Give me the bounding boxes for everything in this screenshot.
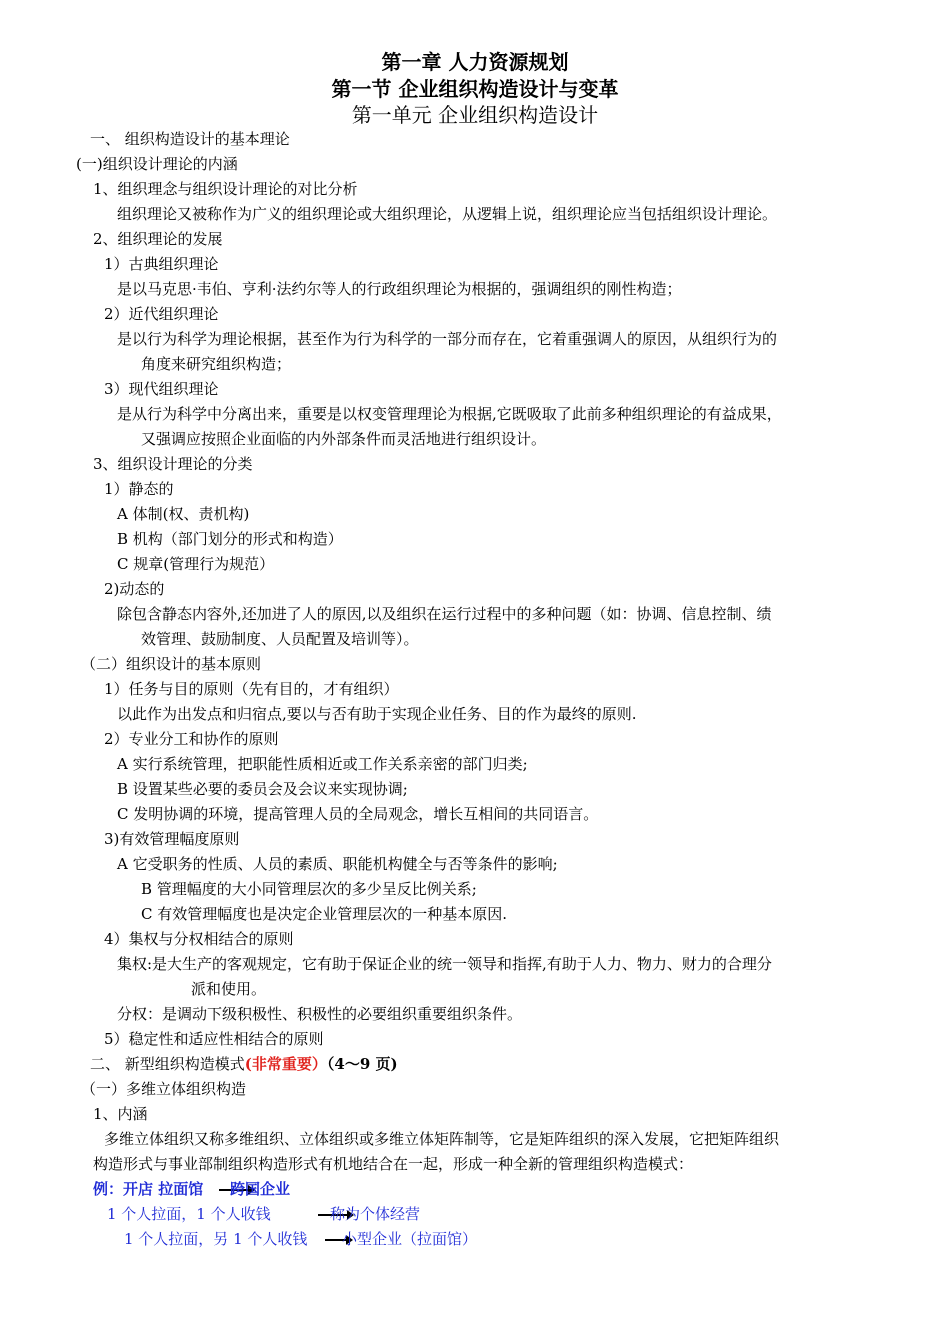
paragraph: 是以行为科学为理论根据，甚至作为行为科学的一部分而存在，它着重强调人的原因，从组织行为的 [117,330,778,348]
paragraph: 是以马克思·韦伯、亨利·法约尔等人的行政组织理论为根据的，强调组织的刚性构造； [117,280,682,298]
page-range: （4～9 页) [326,1055,398,1073]
example-result: 小型企业（拉面馆） [342,1230,478,1248]
example-result: 称为个体经营 [330,1205,421,1223]
subheading-principles: （二）组织设计的基本原则 [81,655,262,673]
example-line: 1 个人拉面，1 个人收钱 [107,1205,271,1223]
list-item: 3、组织设计理论的分类 [93,455,253,473]
list-item: 2）近代组织理论 [104,305,219,323]
section-title: 第一节 企业组织构造设计与变革 [331,77,619,101]
list-item: A 它受职务的性质、人员的素质、职能机构健全与否等条件的影响; [117,855,558,873]
paragraph: 分权：是调动下级积极性、积极性的必要组织重要组织条件。 [117,1005,523,1023]
example-result: 跨国企业 [230,1180,291,1198]
paragraph: 是从行为科学中分离出来，重要是以权变管理理论为根据,它既吸取了此前多种组织理论的有益成果， [117,405,782,423]
paragraph: 多维立体组织又称多维组织、立体组织或多维立体矩阵制等，它是矩阵组织的深入发展，它把矩阵组织 [104,1130,780,1148]
list-item: 3）现代组织理论 [104,380,219,398]
example-label: 例：开店 拉面馆 [93,1180,204,1198]
list-item: 4）集权与分权相结合的原则 [104,930,294,948]
list-item: 1）古典组织理论 [104,255,219,273]
heading-text: 二、 新型组织构造模式 [90,1055,245,1073]
list-item: 1、内涵 [93,1105,148,1123]
list-item: 2)动态的 [104,580,165,598]
list-item: 2）专业分工和协作的原则 [104,730,279,748]
list-item: A 体制(权、责机构) [117,505,250,523]
list-item: 5）稳定性和适应性相结合的原则 [104,1030,324,1048]
list-item: A 实行系统管理，把职能性质相近或工作关系亲密的部门归类; [117,755,528,773]
paragraph: 集权:是大生产的客观规定，它有助于保证企业的统一领导和指挥,有助于人力、物力、财力的合理分 [117,955,772,973]
chapter-title: 第一章 人力资源规划 [381,50,569,74]
paragraph: 组织理论又被称作为广义的组织理论或大组织理论，从逻辑上说，组织理论应当包括组织设计理论。 [117,205,778,223]
subheading-connotation: (一)组织设计理论的内涵 [76,155,238,173]
list-item: C 发明协调的环境，提高管理人员的全局观念，增长互相间的共同语言。 [117,805,599,823]
heading-basic-theory: 一、 组织构造设计的基本理论 [90,130,290,148]
list-item: B 设置某些必要的委员会及会议来实现协调; [117,780,408,798]
paragraph: 派和使用。 [191,980,267,998]
list-item: B 管理幅度的大小同管理层次的多少呈反比例关系; [141,880,477,898]
list-item: 1）任务与目的原则（先有目的，才有组织） [104,680,399,698]
list-item: C 有效管理幅度也是决定企业管理层次的一种基本原因. [141,905,508,923]
paragraph: 效管理、鼓励制度、人员配置及培训等）。 [141,630,419,648]
heading-new-structure [90,1054,398,1074]
paragraph: 角度来研究组织构造； [141,355,292,373]
list-item: 3)有效管理幅度原则 [104,830,240,848]
list-item: 2、组织理论的发展 [93,230,223,248]
emphasis-label: (非常重要） [244,1055,327,1073]
example-line: 1 个人拉面，另 1 个人收钱 [124,1230,308,1248]
list-item: 1）静态的 [104,480,174,498]
paragraph: 构造形式与事业部制组织构造形式有机地结合在一起，形成一种全新的管理组织构造模式： [93,1155,694,1173]
list-item: C 规章(管理行为规范） [117,555,275,573]
paragraph: 又强调应按照企业面临的内外部条件而灵活地进行组织设计。 [141,430,547,448]
list-item: B 机构（部门划分的形式和构造） [117,530,343,548]
subheading-multidimensional: （一）多维立体组织构造 [81,1080,247,1098]
list-item: 1、组织理念与组织设计理论的对比分析 [93,180,358,198]
paragraph: 除包含静态内容外,还加进了人的原因,以及组织在运行过程中的多种问题（如：协调、信息控制、绩 [117,605,772,623]
unit-title: 第一单元 企业组织构造设计 [351,103,599,127]
paragraph: 以此作为出发点和归宿点,要以与否有助于实现企业任务、目的作为最终的原则. [117,705,637,723]
